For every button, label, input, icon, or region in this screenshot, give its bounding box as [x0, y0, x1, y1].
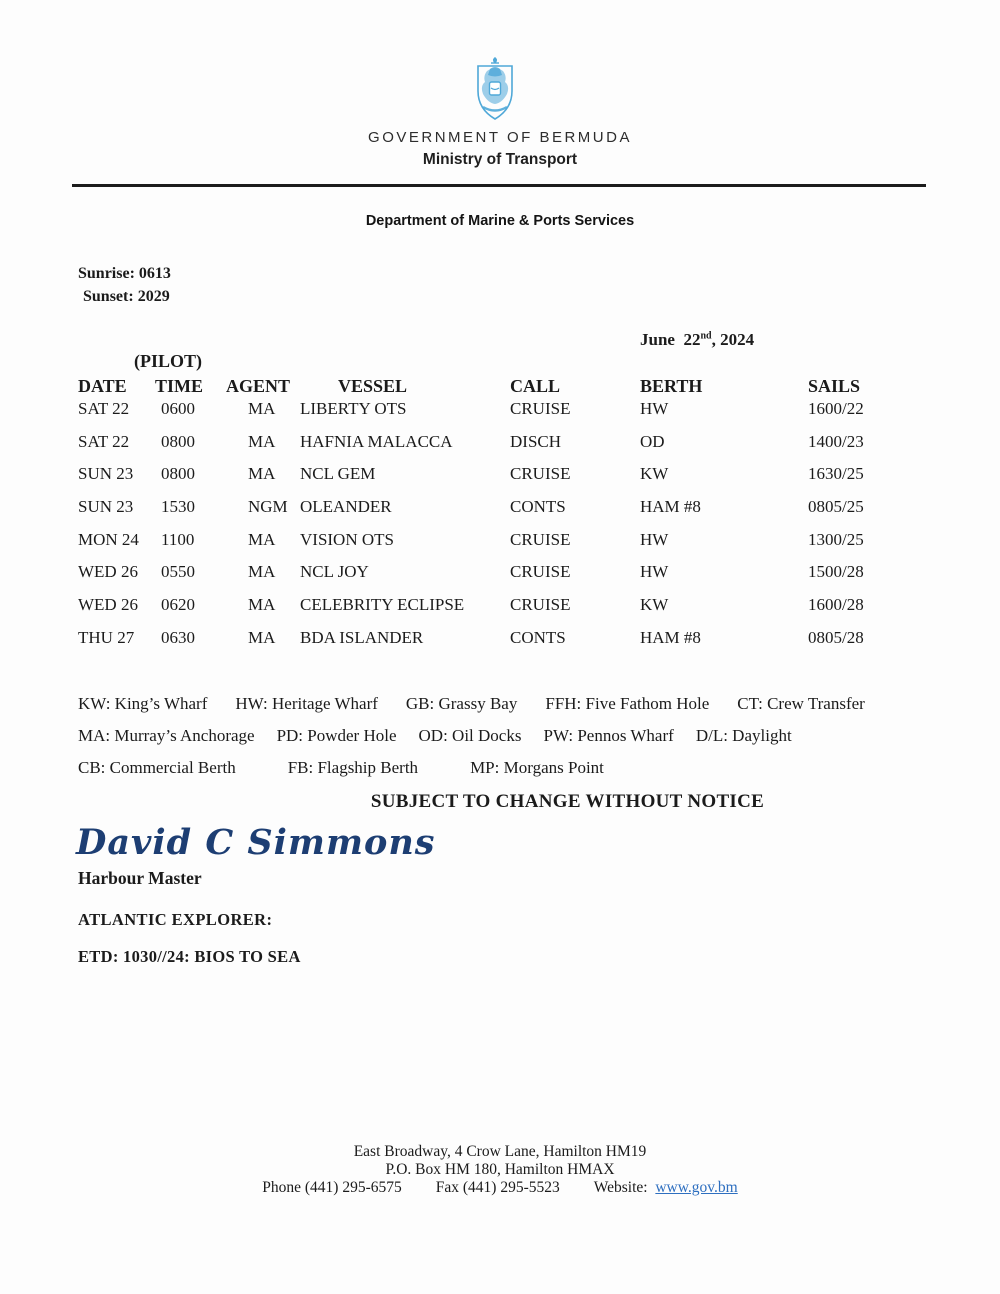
bermuda-coat-of-arms-icon	[470, 55, 520, 123]
cell-sails: 1600/28	[808, 595, 864, 615]
cell-vessel: NCL JOY	[300, 562, 369, 582]
legend-item: PD: Powder Hole	[276, 726, 397, 745]
harbour-master-signature: David C Simmons	[76, 822, 436, 863]
cell-call: CRUISE	[510, 562, 571, 582]
col-header-agent: AGENT	[226, 376, 291, 396]
cell-call: DISCH	[510, 431, 562, 451]
sunrise-value: 0613	[138, 265, 171, 282]
cell-sails: 1630/25	[808, 464, 864, 484]
legend-item: MP: Morgans Point	[470, 758, 604, 777]
col-header-call: CALL	[510, 376, 561, 396]
cell-date: SAT 22	[78, 431, 130, 451]
legend-item: D/L: Daylight	[695, 726, 792, 745]
footer-phone: Phone (441) 295-6575	[262, 1179, 402, 1196]
legend-item: FB: Flagship Berth	[287, 758, 419, 777]
schedule-table	[78, 376, 938, 661]
berth-legend-line2	[78, 726, 792, 746]
legend-item: MA: Murray’s Anchorage	[78, 726, 255, 745]
cell-date: SUN 23	[78, 497, 134, 517]
cell-berth: KW	[640, 595, 669, 615]
header-divider	[72, 184, 926, 187]
cell-sails: 0805/25	[808, 497, 864, 517]
department-title: Department of Marine & Ports Services	[365, 213, 635, 229]
signer-title: Harbour Master	[78, 868, 202, 888]
table-row	[78, 562, 938, 595]
date-year: , 2024	[711, 330, 755, 349]
cell-berth: OD	[640, 431, 665, 451]
cell-time: 1100	[161, 529, 195, 549]
table-row	[78, 595, 938, 628]
cell-sails: 1400/23	[808, 431, 864, 451]
cell-vessel: NCL GEM	[300, 464, 376, 484]
cell-sails: 1500/28	[808, 562, 864, 582]
col-header-date: DATE	[78, 376, 127, 396]
cell-call: CONTS	[510, 627, 566, 647]
remark-vessel-name: ATLANTIC EXPLORER:	[78, 910, 273, 929]
cell-time: 0620	[161, 595, 195, 615]
cell-vessel: LIBERTY OTS	[300, 399, 407, 418]
cell-sails: 1600/22	[808, 399, 864, 418]
cell-agent: NGM	[248, 497, 288, 517]
legend-item: HW: Heritage Wharf	[235, 694, 378, 713]
legend-item: OD: Oil Docks	[418, 726, 522, 745]
website-label: Website:	[593, 1179, 648, 1196]
cell-vessel: OLEANDER	[300, 497, 392, 517]
cell-agent: MA	[248, 464, 276, 484]
sunrise-line	[78, 262, 171, 285]
cell-time: 0800	[161, 431, 195, 451]
sunrise-label: Sunrise:	[78, 265, 135, 282]
sunset-line	[78, 285, 171, 308]
footer-website	[594, 1179, 738, 1197]
government-title: GOVERNMENT OF BERMUDA	[368, 129, 632, 146]
cell-call: CRUISE	[510, 399, 571, 418]
cell-call: CRUISE	[510, 595, 571, 615]
cell-time: 0800	[161, 464, 195, 484]
cell-agent: MA	[248, 431, 276, 451]
cell-agent: MA	[248, 399, 276, 418]
cell-date: SAT 22	[78, 399, 130, 418]
cell-vessel: CELEBRITY ECLIPSE	[300, 595, 465, 615]
cell-vessel: VISION OTS	[300, 529, 394, 549]
cell-time: 0600	[161, 399, 195, 418]
legend-item: KW: King’s Wharf	[78, 694, 208, 713]
cell-time: 0630	[161, 627, 195, 647]
footer-address1: East Broadway, 4 Crow Lane, Hamilton HM19	[353, 1143, 647, 1160]
cell-berth: HW	[640, 529, 669, 549]
sunset-value: 2029	[137, 288, 170, 305]
cell-berth: HAM #8	[640, 497, 701, 517]
legend-item: GB: Grassy Bay	[405, 694, 518, 713]
cell-berth: HW	[640, 399, 669, 418]
date-prefix: June 22	[640, 330, 701, 349]
cell-agent: MA	[248, 627, 276, 647]
table-header-row	[78, 376, 938, 399]
footer-address2: P.O. Box HM 180, Hamilton HMAX	[385, 1161, 615, 1178]
pilot-column-label: (PILOT)	[134, 351, 203, 371]
sunset-label: Sunset:	[83, 288, 134, 305]
table-row	[78, 464, 938, 497]
table-row	[78, 432, 938, 465]
cell-vessel: BDA ISLANDER	[300, 627, 424, 647]
cell-berth: HW	[640, 562, 669, 582]
table-row	[78, 628, 938, 661]
col-header-berth: BERTH	[640, 376, 703, 396]
table-row	[78, 399, 938, 432]
date-ordinal: nd	[700, 330, 712, 342]
col-header-time: TIME	[155, 376, 204, 396]
cell-berth: HAM #8	[640, 627, 701, 647]
cell-agent: MA	[248, 595, 276, 615]
cell-call: CRUISE	[510, 529, 571, 549]
legend-item: CB: Commercial Berth	[78, 758, 236, 777]
website-link[interactable]: www.gov.bm	[655, 1179, 738, 1196]
table-row	[78, 497, 938, 530]
cell-call: CONTS	[510, 497, 566, 517]
cell-date: SUN 23	[78, 464, 134, 484]
ministry-title: Ministry of Transport	[422, 151, 578, 168]
legend-item: PW: Pennos Wharf	[543, 726, 674, 745]
cell-time: 0550	[161, 562, 195, 582]
sun-times	[78, 262, 171, 308]
footer-contact-block	[0, 1143, 1000, 1197]
legend-item: FFH: Five Fathom Hole	[545, 694, 710, 713]
cell-date: MON 24	[78, 529, 139, 549]
remark-etd: ETD: 1030//24: BIOS TO SEA	[78, 947, 301, 966]
berth-legend-line3	[78, 758, 604, 778]
footer-contact-line	[0, 1179, 1000, 1197]
cell-sails: 1300/25	[808, 529, 864, 549]
change-notice: SUBJECT TO CHANGE WITHOUT NOTICE	[370, 791, 765, 812]
col-header-sails: SAILS	[808, 376, 861, 396]
cell-time: 1530	[161, 497, 195, 517]
cell-date: THU 27	[78, 627, 135, 647]
cell-date: WED 26	[78, 595, 138, 615]
cell-date: WED 26	[78, 562, 138, 582]
cell-agent: MA	[248, 562, 276, 582]
cell-sails: 0805/28	[808, 627, 864, 647]
cell-agent: MA	[248, 529, 276, 549]
berth-legend-line1	[78, 694, 865, 714]
footer-fax: Fax (441) 295-5523	[435, 1179, 560, 1196]
cell-berth: KW	[640, 464, 669, 484]
legend-item: CT: Crew Transfer	[737, 694, 865, 713]
cell-vessel: HAFNIA MALACCA	[300, 431, 453, 451]
cell-call: CRUISE	[510, 464, 571, 484]
col-header-vessel: VESSEL	[338, 376, 408, 396]
table-row	[78, 530, 938, 563]
schedule-date	[640, 330, 754, 350]
